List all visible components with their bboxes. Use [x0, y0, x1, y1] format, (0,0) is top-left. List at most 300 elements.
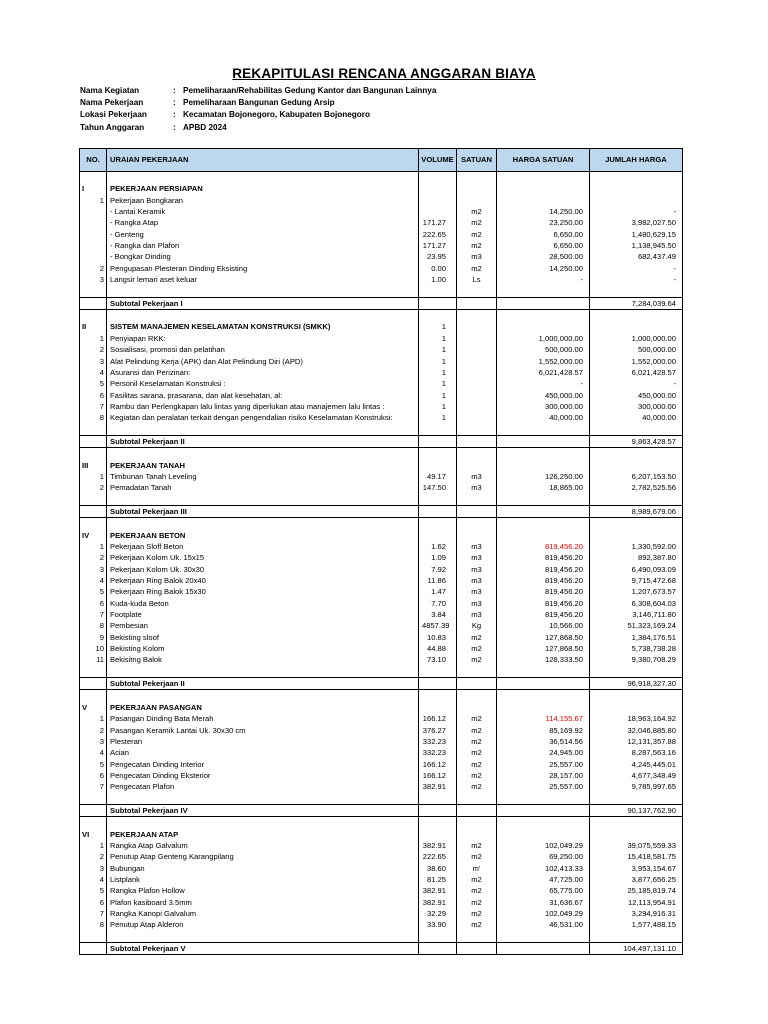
table-row	[80, 564, 683, 575]
cell-no	[80, 804, 107, 816]
cell-satuan: m3	[457, 482, 497, 493]
table-row	[80, 747, 683, 758]
cell-volume	[419, 678, 457, 690]
cell-jumlah-harga: 450,000.00	[590, 390, 683, 401]
cell-volume: 44.88	[419, 643, 457, 654]
cell-harga-satuan: 46,531.00	[497, 919, 590, 930]
cell-harga-satuan: 128,333.50	[497, 654, 590, 665]
table-row	[80, 919, 683, 930]
spacer-row	[80, 817, 683, 829]
cell-harga-satuan	[497, 172, 590, 184]
cell-satuan: m2	[457, 206, 497, 217]
cell-satuan: m3	[457, 251, 497, 262]
cell-jumlah-harga: 15,418,581.75	[590, 851, 683, 862]
cell-uraian	[107, 518, 419, 530]
cell-uraian: Penutup Atap Genteng Karangpilang	[107, 851, 419, 862]
cell-uraian: Langsir lemari aset keluar	[107, 274, 419, 285]
cell-jumlah-harga: 6,308,604.03	[590, 598, 683, 609]
cell-uraian: Penutup Atap Alderon	[107, 919, 419, 930]
table-row	[80, 908, 683, 919]
cell-no: 2	[80, 344, 107, 355]
info-row-kegiatan	[80, 86, 436, 98]
cell-volume	[419, 530, 457, 541]
cell-uraian: Pengupasan Plesteran Dinding Eksisting	[107, 263, 419, 274]
cell-satuan	[457, 378, 497, 389]
cell-volume	[419, 206, 457, 217]
cell-volume	[419, 435, 457, 447]
cell-satuan: m3	[457, 586, 497, 597]
cell-volume: 382.91	[419, 897, 457, 908]
table-row	[80, 206, 683, 217]
cell-satuan: m2	[457, 725, 497, 736]
cell-harga-satuan: 819,456.20	[497, 564, 590, 575]
cell-harga-satuan	[497, 494, 590, 506]
cell-no: V	[80, 702, 107, 713]
section-row	[80, 183, 683, 194]
cell-uraian: Pekerjaan Kolom Uk. 15x15	[107, 552, 419, 563]
cell-volume: 1	[419, 333, 457, 344]
cell-volume: 1	[419, 390, 457, 401]
spacer-row	[80, 931, 683, 943]
cell-volume: 1	[419, 378, 457, 389]
cell-jumlah-harga: 51,323,169.24	[590, 620, 683, 631]
cell-jumlah-harga	[590, 666, 683, 678]
cell-uraian: Pekerjaan Ring Balok 20x40	[107, 575, 419, 586]
subtotal-row	[80, 505, 683, 517]
cell-uraian: Pekerjaan Ring Balok 15x30	[107, 586, 419, 597]
cell-uraian	[107, 817, 419, 829]
cell-volume: 81.25	[419, 874, 457, 885]
cell-jumlah-harga: 892,387.80	[590, 552, 683, 563]
cell-volume: 10.83	[419, 632, 457, 643]
cell-harga-satuan	[497, 829, 590, 840]
cell-no: 4	[80, 575, 107, 586]
cell-satuan: m2	[457, 643, 497, 654]
cell-jumlah-harga	[590, 321, 683, 332]
cell-uraian: Pasangan Keramik Lantai Uk. 30x30 cm	[107, 725, 419, 736]
cell-harga-satuan: 819,456.20	[497, 575, 590, 586]
cell-volume	[419, 817, 457, 829]
cell-jumlah-harga: 96,918,327.30	[590, 678, 683, 690]
table-row	[80, 367, 683, 378]
cell-jumlah-harga	[590, 310, 683, 322]
cell-no: III	[80, 460, 107, 471]
cell-volume: 49.17	[419, 471, 457, 482]
cell-harga-satuan	[497, 817, 590, 829]
table-row	[80, 736, 683, 747]
table-row	[80, 575, 683, 586]
cell-harga-satuan: 14,250.00	[497, 263, 590, 274]
cell-uraian: Acian	[107, 747, 419, 758]
cell-harga-satuan	[497, 518, 590, 530]
cell-harga-satuan: 18,865.00	[497, 482, 590, 493]
cell-uraian	[107, 690, 419, 702]
project-info	[80, 86, 436, 135]
cell-no	[80, 297, 107, 309]
cell-harga-satuan: 25,557.00	[497, 781, 590, 792]
cell-satuan: m2	[457, 654, 497, 665]
cell-no	[80, 240, 107, 251]
spacer-row	[80, 448, 683, 460]
cell-no: 4	[80, 747, 107, 758]
cell-satuan: m3	[457, 471, 497, 482]
table-row	[80, 654, 683, 665]
cell-jumlah-harga: 1,552,000.00	[590, 356, 683, 367]
cell-jumlah-harga: 1,577,488.15	[590, 919, 683, 930]
cell-uraian: Rangka Atap Galvalum	[107, 840, 419, 851]
cell-uraian	[107, 931, 419, 943]
cell-jumlah-harga: 9,715,472.68	[590, 575, 683, 586]
cell-harga-satuan: 500,000.00	[497, 344, 590, 355]
table-row	[80, 378, 683, 389]
cell-harga-satuan: 819,456.20	[497, 598, 590, 609]
cell-satuan: m2	[457, 713, 497, 724]
cell-volume: 33.90	[419, 919, 457, 930]
cell-jumlah-harga: 1,480,629.15	[590, 229, 683, 240]
cell-harga-satuan	[497, 931, 590, 943]
cell-uraian: Rangka Plafon Hollow	[107, 885, 419, 896]
cell-jumlah-harga	[590, 702, 683, 713]
cell-jumlah-harga	[590, 285, 683, 297]
cell-uraian: Pemadatan Tanah	[107, 482, 419, 493]
cell-satuan	[457, 412, 497, 423]
document-title: REKAPITULASI RENCANA ANGGARAN BIAYA	[232, 66, 536, 81]
cell-no	[80, 285, 107, 297]
header-uraian: URAIAN PEKERJAAN	[107, 149, 419, 172]
cell-uraian: Pengecatan Dinding Interior	[107, 759, 419, 770]
cell-harga-satuan: 102,049.29	[497, 840, 590, 851]
spacer-row	[80, 424, 683, 436]
cell-volume: 1	[419, 367, 457, 378]
table-row	[80, 609, 683, 620]
cell-volume: 73.10	[419, 654, 457, 665]
cell-uraian: Footplate	[107, 609, 419, 620]
cell-volume	[419, 518, 457, 530]
cell-jumlah-harga	[590, 690, 683, 702]
cell-satuan: m3	[457, 564, 497, 575]
cell-volume	[419, 793, 457, 805]
cell-jumlah-harga: 40,000.00	[590, 412, 683, 423]
table-row	[80, 217, 683, 228]
spacer-row	[80, 494, 683, 506]
cell-uraian: Subtotal Pekerjaan III	[107, 505, 419, 517]
cell-volume: 1	[419, 356, 457, 367]
table-row	[80, 598, 683, 609]
info-row-tahun	[80, 123, 436, 135]
cell-satuan	[457, 356, 497, 367]
cell-jumlah-harga: 3,877,656.25	[590, 874, 683, 885]
cell-volume	[419, 494, 457, 506]
cell-uraian: Timbunan Tanah Leveling	[107, 471, 419, 482]
cell-satuan: m3	[457, 552, 497, 563]
cell-no: 4	[80, 874, 107, 885]
cell-uraian	[107, 424, 419, 436]
cell-jumlah-harga: 6,490,093.09	[590, 564, 683, 575]
cell-no: 3	[80, 274, 107, 285]
cell-satuan: m2	[457, 770, 497, 781]
cell-uraian: Rangka Kanopi Galvalum	[107, 908, 419, 919]
cell-harga-satuan	[497, 435, 590, 447]
spacer-row	[80, 518, 683, 530]
cell-jumlah-harga: -	[590, 378, 683, 389]
cell-uraian: - Rangka dan Plafon	[107, 240, 419, 251]
info-value: APBD 2024	[183, 122, 227, 132]
cell-harga-satuan: 450,000.00	[497, 390, 590, 401]
cell-no: 3	[80, 736, 107, 747]
cell-no: 3	[80, 356, 107, 367]
cell-satuan: m2	[457, 736, 497, 747]
cell-harga-satuan: 6,650.00	[497, 240, 590, 251]
cell-jumlah-harga: 9,863,428.57	[590, 435, 683, 447]
cell-volume: 1	[419, 321, 457, 332]
cell-volume: 1	[419, 344, 457, 355]
cell-harga-satuan	[497, 460, 590, 471]
cell-satuan	[457, 678, 497, 690]
info-label: Lokasi Pekerjaan	[80, 110, 147, 120]
cell-harga-satuan	[497, 666, 590, 678]
table-row	[80, 263, 683, 274]
cell-volume: 382.91	[419, 840, 457, 851]
cell-no	[80, 666, 107, 678]
cell-volume	[419, 310, 457, 322]
cell-harga-satuan	[497, 195, 590, 206]
cell-harga-satuan: 819,456.20	[497, 552, 590, 563]
table-row	[80, 552, 683, 563]
cell-volume: 171.27	[419, 240, 457, 251]
cell-volume: 1.62	[419, 541, 457, 552]
cell-jumlah-harga: 90,137,762.90	[590, 804, 683, 816]
cell-satuan: Ls	[457, 274, 497, 285]
cell-uraian: - Bongkar Dinding	[107, 251, 419, 262]
cell-harga-satuan: 23,250.00	[497, 217, 590, 228]
cell-harga-satuan	[497, 804, 590, 816]
header-volume: VOLUME	[419, 149, 457, 172]
cell-volume: 382.91	[419, 885, 457, 896]
cell-no: 1	[80, 471, 107, 482]
cell-uraian: Bekisitng Balok	[107, 654, 419, 665]
cell-jumlah-harga: -	[590, 263, 683, 274]
cell-jumlah-harga: 18,963,164.92	[590, 713, 683, 724]
cell-satuan	[457, 494, 497, 506]
cell-no: 6	[80, 770, 107, 781]
cell-no: 1	[80, 840, 107, 851]
cell-harga-satuan: 819,456.20	[497, 586, 590, 597]
cell-uraian	[107, 494, 419, 506]
cell-no: 2	[80, 725, 107, 736]
cell-uraian: Rambu dan Perlengkapan lalu lintas yang diperlukan atau manajemen lalu lintas :	[107, 401, 419, 412]
cell-uraian: PEKERJAAN ATAP	[107, 829, 419, 840]
cell-jumlah-harga	[590, 817, 683, 829]
cell-satuan: Kg	[457, 620, 497, 631]
cell-no	[80, 251, 107, 262]
table-row	[80, 759, 683, 770]
table-row	[80, 620, 683, 631]
cell-volume	[419, 285, 457, 297]
cell-no	[80, 448, 107, 460]
cell-volume: 1	[419, 401, 457, 412]
subtotal-row	[80, 297, 683, 309]
cell-jumlah-harga: 12,113,954.91	[590, 897, 683, 908]
cell-no	[80, 931, 107, 943]
cell-jumlah-harga: 32,046,885.80	[590, 725, 683, 736]
cell-uraian: Subtotal Pekerjaan II	[107, 435, 419, 447]
cell-volume: 332.23	[419, 736, 457, 747]
cell-satuan: m2	[457, 240, 497, 251]
cell-satuan: m3	[457, 598, 497, 609]
cell-uraian: Bekisting Kolom	[107, 643, 419, 654]
cell-no: 5	[80, 885, 107, 896]
table-row	[80, 195, 683, 206]
cell-no: 3	[80, 863, 107, 874]
cell-satuan	[457, 804, 497, 816]
cell-volume	[419, 448, 457, 460]
subtotal-row	[80, 678, 683, 690]
cell-harga-satuan: 10,566.00	[497, 620, 590, 631]
cell-jumlah-harga: 3,982,027.50	[590, 217, 683, 228]
table-row	[80, 274, 683, 285]
info-colon: :	[173, 110, 176, 120]
cell-satuan	[457, 505, 497, 517]
cell-jumlah-harga: 3,294,916.31	[590, 908, 683, 919]
cell-volume: 7.70	[419, 598, 457, 609]
section-row	[80, 460, 683, 471]
cell-no	[80, 817, 107, 829]
table-row	[80, 471, 683, 482]
cell-harga-satuan	[497, 702, 590, 713]
cell-volume	[419, 690, 457, 702]
cell-jumlah-harga: 2,782,525.56	[590, 482, 683, 493]
cell-volume: 382.91	[419, 781, 457, 792]
info-colon: :	[173, 98, 176, 108]
cell-satuan	[457, 702, 497, 713]
table-row	[80, 897, 683, 908]
cell-harga-satuan: -	[497, 274, 590, 285]
info-label: Nama Kegiatan	[80, 86, 140, 95]
section-row	[80, 702, 683, 713]
cell-volume	[419, 172, 457, 184]
cell-volume	[419, 183, 457, 194]
subtotal-row	[80, 435, 683, 447]
cell-harga-satuan	[497, 424, 590, 436]
cell-uraian	[107, 666, 419, 678]
cell-jumlah-harga: 4,245,445.01	[590, 759, 683, 770]
cell-harga-satuan: 819,456.20	[497, 541, 590, 552]
cell-satuan: m2	[457, 759, 497, 770]
cell-jumlah-harga: 1,207,673.57	[590, 586, 683, 597]
cell-harga-satuan: -	[497, 378, 590, 389]
cell-harga-satuan: 1,000,000.00	[497, 333, 590, 344]
cell-volume: 222.65	[419, 851, 457, 862]
table-row	[80, 344, 683, 355]
cell-jumlah-harga: -	[590, 206, 683, 217]
cell-no	[80, 678, 107, 690]
cell-harga-satuan	[497, 793, 590, 805]
cell-jumlah-harga	[590, 195, 683, 206]
cell-harga-satuan: 102,413.33	[497, 863, 590, 874]
cell-no: 8	[80, 412, 107, 423]
cell-uraian: Kegiatan dan peralatan terkait dengan pengendalian risiko Keselamatan Konstruksi:	[107, 412, 419, 423]
table-row	[80, 240, 683, 251]
table-row	[80, 586, 683, 597]
cell-harga-satuan	[497, 321, 590, 332]
cell-uraian	[107, 172, 419, 184]
cell-harga-satuan: 1,552,000.00	[497, 356, 590, 367]
cell-volume	[419, 931, 457, 943]
cell-satuan	[457, 666, 497, 678]
spacer-row	[80, 666, 683, 678]
info-colon: :	[173, 86, 176, 95]
cell-volume: 23.95	[419, 251, 457, 262]
table-row	[80, 251, 683, 262]
cell-satuan: m3	[457, 541, 497, 552]
cell-uraian: - Genteng	[107, 229, 419, 240]
cell-volume: 32.29	[419, 908, 457, 919]
cell-jumlah-harga: 3,146,711.80	[590, 609, 683, 620]
cell-no	[80, 206, 107, 217]
cell-jumlah-harga: 1,384,176.51	[590, 632, 683, 643]
cell-uraian: Kuda-kuda Beton	[107, 598, 419, 609]
cell-uraian: Pembesian	[107, 620, 419, 631]
cell-jumlah-harga: 1,330,592.00	[590, 541, 683, 552]
spacer-row	[80, 793, 683, 805]
cell-volume	[419, 424, 457, 436]
cell-uraian: Bekisting sloof	[107, 632, 419, 643]
cell-harga-satuan: 126,250.00	[497, 471, 590, 482]
cell-satuan	[457, 943, 497, 955]
cell-uraian: Subtotal Pekerjaan IV	[107, 804, 419, 816]
info-colon: :	[173, 122, 176, 132]
cell-harga-satuan	[497, 943, 590, 955]
cell-no: 1	[80, 541, 107, 552]
cell-no: 7	[80, 609, 107, 620]
cell-jumlah-harga: 3,953,154.67	[590, 863, 683, 874]
cell-no	[80, 943, 107, 955]
cell-volume	[419, 195, 457, 206]
cell-uraian: Pekerjaan Kolom Uk. 30x30	[107, 564, 419, 575]
cell-no	[80, 229, 107, 240]
cell-no: IV	[80, 530, 107, 541]
cell-jumlah-harga	[590, 518, 683, 530]
cell-uraian: Plafon kasiboard 3.5mm	[107, 897, 419, 908]
cell-no: 2	[80, 482, 107, 493]
cell-uraian: SISTEM MANAJEMEN KESELAMATAN KONSTRUKSI (SMKK)	[107, 321, 419, 332]
cell-harga-satuan	[497, 285, 590, 297]
cell-harga-satuan: 300,000.00	[497, 401, 590, 412]
cell-jumlah-harga	[590, 172, 683, 184]
cell-satuan	[457, 435, 497, 447]
cell-satuan	[457, 931, 497, 943]
table-row	[80, 851, 683, 862]
info-label: Nama Pekerjaan	[80, 98, 144, 108]
cell-no: I	[80, 183, 107, 194]
cell-volume	[419, 505, 457, 517]
section-row	[80, 321, 683, 332]
table-row	[80, 333, 683, 344]
cell-no: 6	[80, 390, 107, 401]
info-value: Pemeliharaan Bangunan Gedung Arsip	[183, 98, 335, 108]
cell-satuan: m3	[457, 609, 497, 620]
table-row	[80, 482, 683, 493]
cell-satuan	[457, 448, 497, 460]
cell-no	[80, 494, 107, 506]
cell-no: VI	[80, 829, 107, 840]
cell-no	[80, 310, 107, 322]
cell-volume: 1	[419, 412, 457, 423]
cell-satuan: m2	[457, 781, 497, 792]
cell-jumlah-harga: 500,000.00	[590, 344, 683, 355]
cell-no	[80, 690, 107, 702]
cell-uraian: Listplank	[107, 874, 419, 885]
